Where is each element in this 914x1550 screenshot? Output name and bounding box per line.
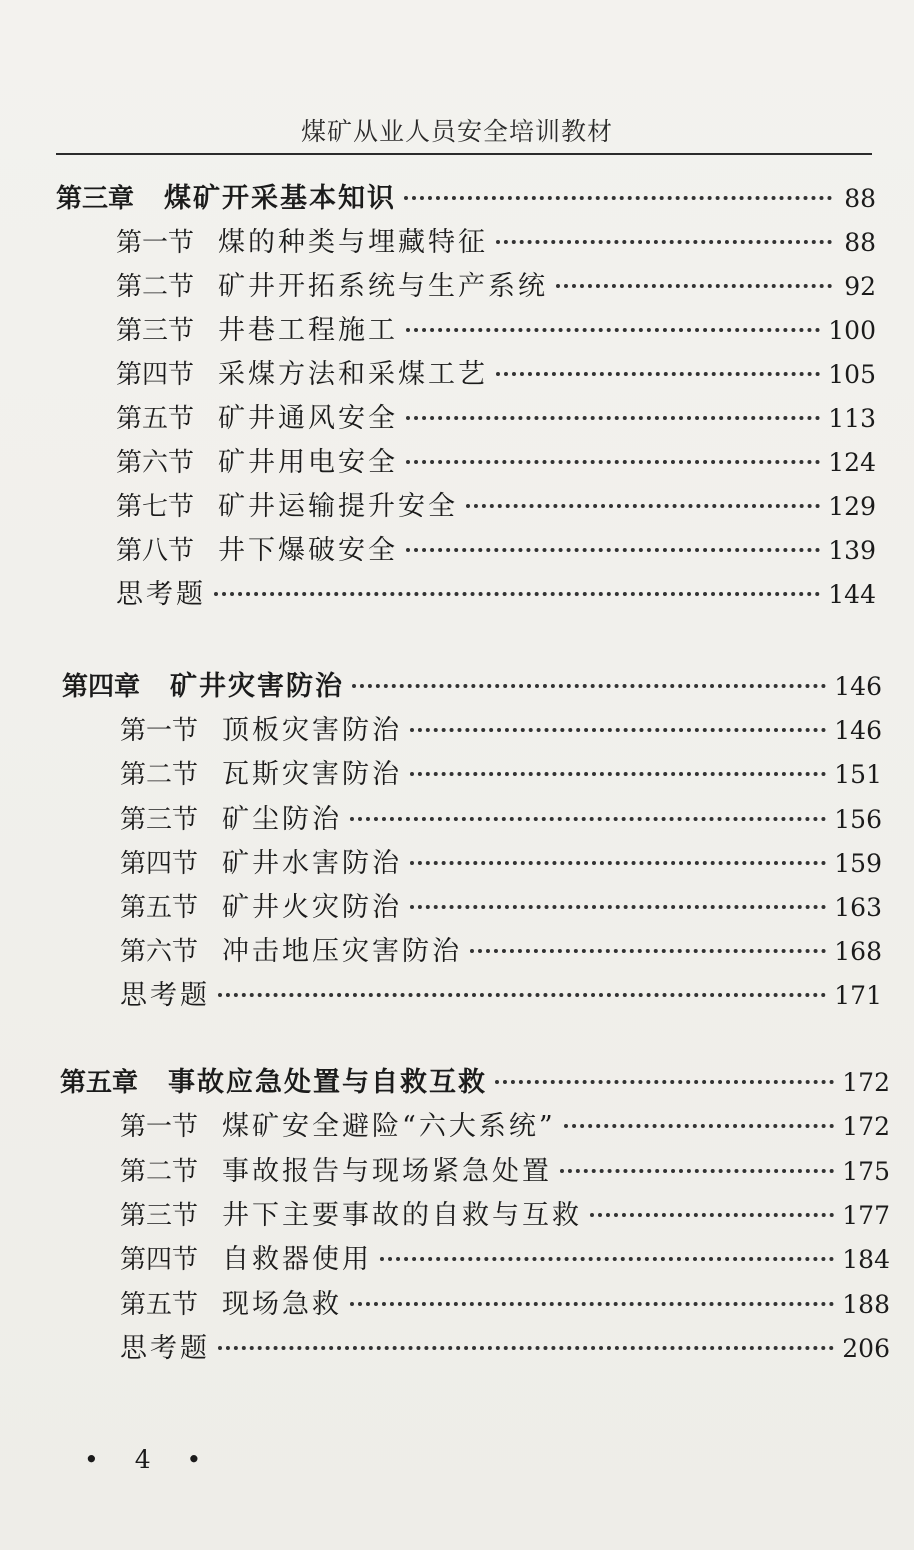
chapter-number: 第三章: [56, 184, 135, 214]
toc-chapter-row[interactable]: [56, 176, 876, 216]
page-ref: 139: [828, 536, 876, 565]
page-ref: 129: [828, 492, 876, 521]
page-ref: 163: [834, 893, 882, 922]
chapter-number: 第四章: [62, 672, 141, 702]
section-title: 煤的种类与埋藏特征: [218, 227, 489, 258]
dot-leader: [556, 284, 832, 288]
page-ref: 171: [834, 981, 882, 1011]
dot-leader: [406, 548, 820, 552]
page-ref: 168: [834, 937, 882, 967]
toc-exercises-row[interactable]: [120, 1326, 890, 1366]
page-ref: 88: [844, 228, 876, 257]
toc-section-row[interactable]: [116, 220, 876, 260]
section-title: 矿井火灾防治: [222, 892, 403, 923]
page-ref: 146: [834, 716, 882, 746]
dot-leader: [380, 1257, 834, 1261]
page-ref: 184: [842, 1245, 890, 1275]
dot-leader: [350, 1302, 834, 1306]
section-number: 第三节: [120, 804, 199, 835]
toc-section-row[interactable]: [120, 1149, 890, 1189]
section-number: 第五节: [120, 1289, 199, 1320]
toc-section-row[interactable]: [116, 352, 876, 392]
dot-leader: [560, 1169, 834, 1173]
chapter-title: 煤矿开采基本知识: [164, 183, 397, 214]
dot-leader: [352, 684, 826, 688]
toc-section-row[interactable]: [120, 752, 882, 792]
toc-section-row[interactable]: [116, 396, 876, 436]
chapter-number: 第五章: [60, 1068, 139, 1098]
page-ref: 124: [828, 448, 876, 477]
toc-section-row[interactable]: [116, 528, 876, 568]
book-title-header: 煤矿从业人员安全培训教材: [300, 117, 613, 146]
toc-section-row[interactable]: [120, 708, 882, 748]
section-number: 第四节: [120, 1245, 199, 1276]
section-title: 顶板灾害防治: [222, 715, 403, 747]
section-number: 第一节: [120, 716, 199, 747]
section-number: 第五节: [116, 404, 195, 434]
section-title: 采煤方法和采煤工艺: [218, 359, 489, 390]
dot-leader: [214, 592, 820, 596]
dot-leader: [496, 240, 832, 244]
section-number: 第六节: [120, 937, 199, 968]
chapter-title: 事故应急处置与自救互救: [168, 1067, 488, 1098]
section-number: 第六节: [116, 448, 195, 478]
section-title: 矿井开拓系统与生产系统: [218, 271, 549, 302]
page-ref: 151: [834, 760, 882, 790]
page-ref: 146: [834, 672, 882, 701]
section-number: 第八节: [116, 536, 195, 566]
toc-section-row[interactable]: [120, 1193, 890, 1233]
toc-chapter-row[interactable]: [62, 664, 882, 704]
dot-leader: [496, 372, 820, 376]
page-ref: 172: [842, 1068, 890, 1097]
toc-exercises-row[interactable]: [120, 973, 882, 1013]
section-number: 第三节: [120, 1200, 199, 1231]
dot-leader: [470, 949, 826, 953]
page-ref: 172: [842, 1112, 890, 1142]
page-ref: 144: [828, 580, 876, 609]
dot-leader: [406, 328, 820, 332]
dot-leader: [564, 1124, 835, 1128]
section-title: 思考题: [116, 579, 206, 610]
toc-section-row[interactable]: [116, 484, 876, 524]
toc-section-row[interactable]: [120, 1237, 890, 1277]
dot-leader: [466, 504, 820, 508]
chapter-title: 矿井灾害防治: [170, 671, 345, 702]
section-number: 第二节: [120, 1156, 199, 1187]
section-number: 第四节: [116, 360, 195, 390]
dot-leader: [410, 905, 826, 909]
page-ref: 105: [828, 360, 876, 389]
section-title: 思考题: [120, 980, 210, 1012]
page-ref: 113: [828, 404, 876, 433]
dot-leader: [218, 993, 826, 997]
section-title: 矿井用电安全: [218, 447, 399, 478]
dot-leader: [406, 416, 820, 420]
section-title: 矿井运输提升安全: [218, 491, 459, 522]
section-number: 第二节: [116, 272, 195, 302]
dot-leader: [410, 728, 826, 732]
section-number: 第七节: [116, 492, 195, 522]
page-ref: 206: [842, 1333, 890, 1363]
section-number: 第三节: [116, 316, 195, 346]
toc-section-row[interactable]: [116, 264, 876, 304]
page-ref: 175: [842, 1156, 890, 1186]
section-title: 思考题: [120, 1332, 210, 1364]
toc-section-row[interactable]: [120, 1282, 890, 1322]
page-ref: 159: [834, 848, 882, 878]
toc-section-row[interactable]: [120, 841, 882, 881]
section-number: 第一节: [120, 1112, 199, 1143]
dot-leader: [406, 460, 820, 464]
section-title: 矿尘防治: [222, 803, 343, 835]
dot-leader: [410, 772, 826, 776]
section-number: 第二节: [120, 760, 199, 791]
dot-leader: [495, 1080, 834, 1084]
section-title: 井下爆破安全: [218, 535, 399, 566]
section-title: 矿井水害防治: [222, 847, 403, 879]
section-title: 瓦斯灾害防治: [222, 759, 403, 791]
section-title: 事故报告与现场紧急处置: [222, 1155, 553, 1187]
dot-leader: [350, 817, 826, 821]
toc-section-row[interactable]: [120, 929, 882, 969]
section-title: 冲击地压灾害防治: [222, 936, 463, 968]
toc-chapter-row[interactable]: [60, 1060, 890, 1100]
page-ref: 177: [842, 1200, 890, 1230]
dot-leader: [410, 861, 826, 865]
dot-leader: [404, 196, 832, 200]
toc-section-row[interactable]: [120, 1104, 890, 1144]
section-title: 矿井通风安全: [218, 403, 399, 434]
page-number: • 4 •: [84, 1445, 216, 1474]
section-number: 第四节: [120, 848, 199, 879]
page-ref: 188: [842, 1289, 890, 1319]
page-ref: 92: [844, 272, 876, 301]
toc-section-row[interactable]: [120, 797, 882, 837]
toc-section-row[interactable]: [120, 885, 882, 925]
dot-leader: [218, 1346, 834, 1350]
section-title: 井下主要事故的自救与互救: [222, 1199, 583, 1231]
toc-section-row[interactable]: [116, 308, 876, 348]
toc-section-row[interactable]: [116, 440, 876, 480]
section-title: 自救器使用: [222, 1244, 373, 1276]
page-ref: 100: [828, 316, 876, 345]
section-title: 煤矿安全避险“六大系统”: [222, 1111, 556, 1143]
section-title: 井巷工程施工: [218, 315, 399, 346]
page-ref: 88: [844, 184, 876, 213]
section-number: 第五节: [120, 893, 199, 923]
section-number: 第一节: [116, 228, 195, 258]
page-ref: 156: [834, 804, 882, 834]
section-title: 现场急救: [222, 1288, 343, 1320]
toc-exercises-row[interactable]: [116, 572, 876, 612]
dot-leader: [590, 1213, 834, 1217]
